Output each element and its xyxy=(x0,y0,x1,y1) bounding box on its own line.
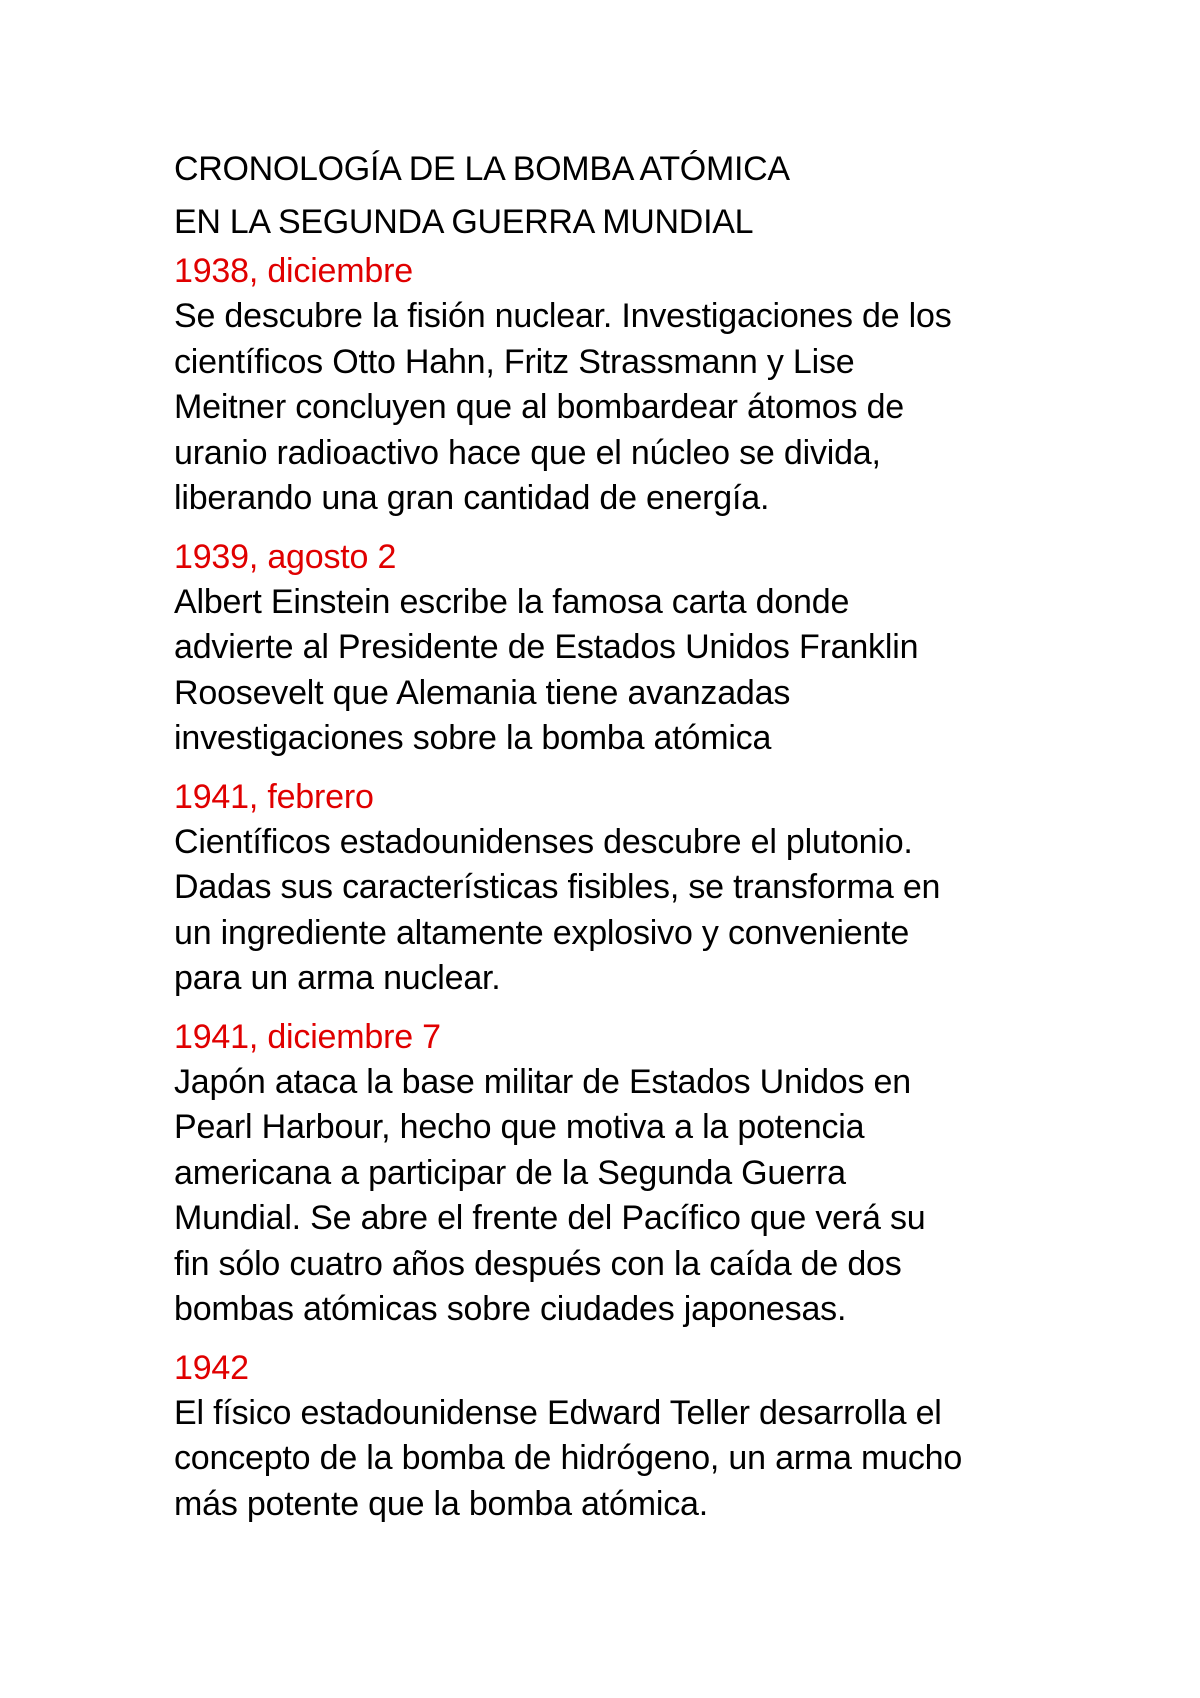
document-title-line-2: EN LA SEGUNDA GUERRA MUNDIAL xyxy=(174,203,754,241)
document-content xyxy=(174,148,1054,1540)
timeline-description xyxy=(174,1060,1054,1333)
description-line: Mundial. Se abre el frente del Pacífico que verá su xyxy=(174,1199,926,1237)
description-line: bombas atómicas sobre ciudades japonesas. xyxy=(174,1290,847,1328)
timeline-date: 1941, diciembre 7 xyxy=(174,1017,441,1056)
timeline-description xyxy=(174,580,1054,762)
description-line: Dadas sus características fisibles, se transforma en xyxy=(174,868,941,906)
description-line: Japón ataca la base militar de Estados Unidos en xyxy=(174,1062,911,1101)
description-line: uranio radioactivo hace que el núcleo se divida, xyxy=(174,433,881,472)
description-line: Albert Einstein escribe la famosa carta donde xyxy=(174,582,850,621)
description-line: concepto de la bomba de hidrógeno, un arma mucho xyxy=(174,1439,963,1477)
description-line: Meitner concluyen que al bombardear átomos de xyxy=(174,388,904,426)
description-line: investigaciones sobre la bomba atómica xyxy=(174,719,772,757)
description-line: El físico estadounidense Edward Teller desarrolla el xyxy=(174,1393,942,1432)
document-title-line-1: CRONOLOGÍA DE LA BOMBA ATÓMICA xyxy=(174,150,790,188)
description-line: Pearl Harbour, hecho que motiva a la potencia xyxy=(174,1108,865,1146)
description-line: científicos Otto Hahn, Fritz Strassmann y Lise xyxy=(174,342,855,381)
timeline-description xyxy=(174,294,1054,522)
description-line: más potente que la bomba atómica. xyxy=(174,1484,708,1523)
description-line: advierte al Presidente de Estados Unidos Franklin xyxy=(174,628,919,666)
description-line: un ingrediente altamente explosivo y conveniente xyxy=(174,913,910,952)
timeline-description xyxy=(174,1391,1054,1528)
timeline-description xyxy=(174,820,1054,1002)
timeline-date: 1942 xyxy=(174,1348,249,1387)
timeline-date: 1939, agosto 2 xyxy=(174,537,397,576)
description-line: americana a participar de la Segunda Guerra xyxy=(174,1153,846,1192)
description-line: para un arma nuclear. xyxy=(174,959,501,997)
timeline-date: 1938, diciembre xyxy=(174,252,413,290)
timeline-entry-1941-dec xyxy=(174,1015,1054,1333)
description-line: Roosevelt que Alemania tiene avanzadas xyxy=(174,673,791,712)
timeline-entry-1939 xyxy=(174,535,1054,762)
timeline-entry-1942 xyxy=(174,1346,1054,1528)
description-line: liberando una gran cantidad de energía. xyxy=(174,479,770,517)
description-line: Se descubre la fisión nuclear. Investigaciones de los xyxy=(174,297,952,335)
description-line: fin sólo cuatro años después con la caída de dos xyxy=(174,1244,902,1283)
timeline-entry-1938 xyxy=(174,249,1054,522)
timeline-entry-1941-feb xyxy=(174,775,1054,1002)
description-line: Científicos estadounidenses descubre el plutonio. xyxy=(174,822,913,861)
timeline-date: 1941, febrero xyxy=(174,777,374,816)
